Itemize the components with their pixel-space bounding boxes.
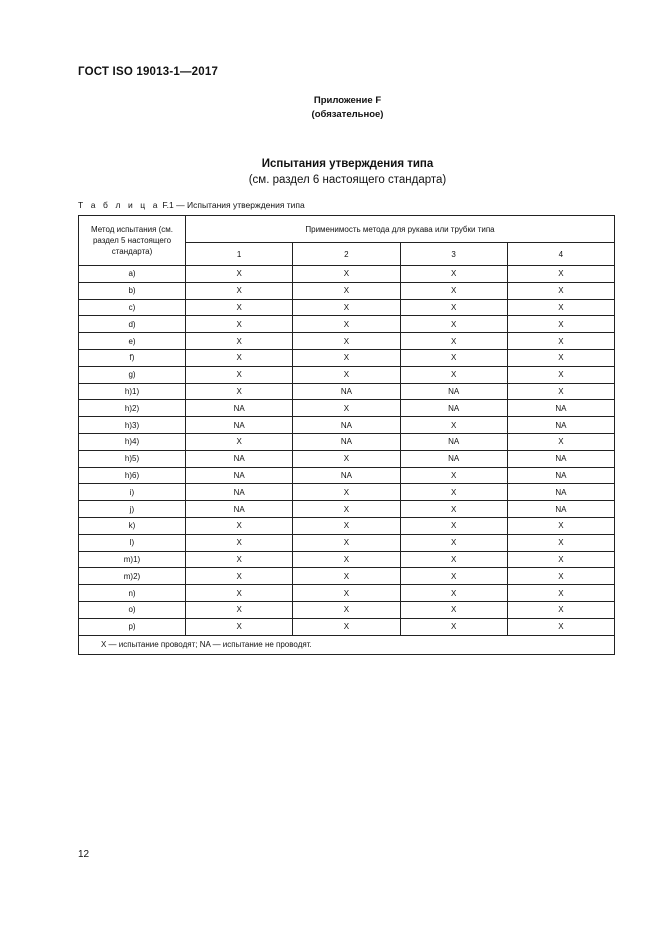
applicability-cell: X — [507, 433, 614, 450]
table-note: X — испытание проводят; NA — испытание не проводят. — [79, 635, 615, 654]
applicability-cell: NA — [400, 383, 507, 400]
caption-prefix: Т а б л и ц а — [78, 200, 161, 210]
method-cell: f) — [79, 349, 186, 366]
applicability-cell: X — [293, 266, 400, 283]
table-row — [79, 400, 615, 417]
applicability-cell: X — [507, 299, 614, 316]
applicability-cell: X — [293, 349, 400, 366]
method-cell: h)2) — [79, 400, 186, 417]
applicability-cell: X — [186, 366, 293, 383]
table-row — [79, 349, 615, 366]
applicability-cell: X — [186, 433, 293, 450]
applicability-cell: X — [293, 534, 400, 551]
method-cell: i) — [79, 484, 186, 501]
method-cell: h)5) — [79, 450, 186, 467]
method-cell: h)1) — [79, 383, 186, 400]
table-row — [79, 266, 615, 283]
applicability-cell: X — [400, 517, 507, 534]
table-row — [79, 417, 615, 434]
applicability-cell: NA — [507, 467, 614, 484]
table-row — [79, 501, 615, 518]
applicability-cell: NA — [186, 400, 293, 417]
applicability-cell: X — [507, 618, 614, 635]
applicability-cell: X — [507, 568, 614, 585]
method-cell: d) — [79, 316, 186, 333]
method-cell: m)1) — [79, 551, 186, 568]
table-row — [79, 585, 615, 602]
annex-label: Приложение F — [313, 95, 382, 106]
applicability-cell: X — [400, 568, 507, 585]
applicability-cell: X — [293, 400, 400, 417]
table-row — [79, 601, 615, 618]
applicability-cell: X — [400, 501, 507, 518]
method-cell: k) — [79, 517, 186, 534]
annex-heading — [0, 94, 661, 122]
applicability-cell: X — [507, 349, 614, 366]
method-cell: p) — [79, 618, 186, 635]
table-row — [79, 517, 615, 534]
method-column-header: Метод испытания (см. раздел 5 настоящего стандарта) — [79, 216, 186, 266]
applicability-cell: X — [293, 551, 400, 568]
type-header: 3 — [400, 243, 507, 266]
method-cell: b) — [79, 282, 186, 299]
applicability-cell: X — [186, 618, 293, 635]
applicability-cell: X — [400, 618, 507, 635]
table-row — [79, 383, 615, 400]
applicability-cell: X — [293, 601, 400, 618]
method-cell: c) — [79, 299, 186, 316]
applicability-cell: NA — [293, 433, 400, 450]
applicability-cell: X — [400, 551, 507, 568]
applicability-cell: X — [186, 299, 293, 316]
applicability-cell: X — [293, 568, 400, 585]
applicability-cell: X — [293, 299, 400, 316]
applicability-cell: X — [186, 517, 293, 534]
table-row — [79, 366, 615, 383]
applicability-cell: X — [186, 601, 293, 618]
applicability-cell: NA — [186, 417, 293, 434]
applicability-cell: X — [186, 282, 293, 299]
applicability-cell: NA — [293, 383, 400, 400]
applicability-cell: X — [400, 282, 507, 299]
applicability-cell: X — [400, 349, 507, 366]
applicability-cell: X — [293, 484, 400, 501]
annex-status: (обязательное) — [311, 109, 384, 120]
table-row — [79, 568, 615, 585]
applicability-cell: X — [507, 551, 614, 568]
applicability-cell: X — [186, 585, 293, 602]
type-header: 2 — [293, 243, 400, 266]
method-cell: l) — [79, 534, 186, 551]
caption-rest: F.1 — Испытания утверждения типа — [160, 200, 305, 210]
applicability-cell: NA — [400, 450, 507, 467]
table-caption — [78, 200, 305, 210]
title-sub: (см. раздел 6 настоящего стандарта) — [248, 174, 447, 186]
applicability-cell: NA — [186, 467, 293, 484]
applicability-cell: X — [293, 585, 400, 602]
table-row — [79, 551, 615, 568]
applicability-cell: X — [400, 601, 507, 618]
applicability-cell: X — [293, 366, 400, 383]
table-row — [79, 467, 615, 484]
method-cell: h)6) — [79, 467, 186, 484]
applicability-cell: X — [400, 316, 507, 333]
applicability-cell: X — [507, 266, 614, 283]
document-id: ГОСТ ISO 19013-1—2017 — [78, 66, 219, 78]
applicability-cell: NA — [186, 501, 293, 518]
applicability-cell: X — [186, 534, 293, 551]
applicability-cell: NA — [507, 417, 614, 434]
table-row — [79, 450, 615, 467]
applicability-cell: X — [400, 417, 507, 434]
applicability-cell: X — [293, 517, 400, 534]
method-cell: o) — [79, 601, 186, 618]
table-row — [79, 282, 615, 299]
method-cell: h)4) — [79, 433, 186, 450]
method-cell: g) — [79, 366, 186, 383]
applicability-cell: X — [400, 484, 507, 501]
table-row — [79, 534, 615, 551]
applicability-cell: NA — [400, 400, 507, 417]
title-main: Испытания утверждения типа — [261, 158, 434, 170]
applicability-header: Применимость метода для рукава или трубки типа — [186, 216, 615, 243]
method-cell: a) — [79, 266, 186, 283]
table-row — [79, 333, 615, 350]
applicability-cell: NA — [186, 484, 293, 501]
method-cell: m)2) — [79, 568, 186, 585]
applicability-cell: X — [293, 282, 400, 299]
applicability-cell: X — [400, 534, 507, 551]
applicability-cell: X — [186, 349, 293, 366]
applicability-cell: X — [507, 517, 614, 534]
applicability-cell: X — [507, 316, 614, 333]
applicability-cell: X — [400, 299, 507, 316]
applicability-cell: NA — [400, 433, 507, 450]
applicability-cell: X — [400, 266, 507, 283]
type-header: 1 — [186, 243, 293, 266]
method-cell: n) — [79, 585, 186, 602]
applicability-cell: X — [186, 316, 293, 333]
applicability-cell: X — [400, 333, 507, 350]
table-row — [79, 618, 615, 635]
applicability-cell: X — [186, 551, 293, 568]
applicability-cell: X — [293, 316, 400, 333]
applicability-cell: X — [507, 366, 614, 383]
applicability-cell: X — [186, 568, 293, 585]
page-number: 12 — [78, 849, 90, 860]
applicability-cell: X — [507, 534, 614, 551]
applicability-cell: X — [293, 618, 400, 635]
applicability-cell: X — [507, 282, 614, 299]
applicability-cell: NA — [507, 400, 614, 417]
applicability-cell: X — [400, 366, 507, 383]
applicability-cell: NA — [293, 417, 400, 434]
table-row — [79, 316, 615, 333]
applicability-cell: X — [293, 333, 400, 350]
applicability-cell: X — [293, 501, 400, 518]
table-row — [79, 299, 615, 316]
method-cell: e) — [79, 333, 186, 350]
applicability-cell: X — [507, 585, 614, 602]
applicability-cell: NA — [507, 484, 614, 501]
applicability-cell: X — [186, 333, 293, 350]
table-row — [79, 433, 615, 450]
applicability-cell: NA — [507, 450, 614, 467]
type-header: 4 — [507, 243, 614, 266]
applicability-cell: X — [507, 333, 614, 350]
applicability-cell: X — [507, 383, 614, 400]
approval-tests-table — [78, 215, 615, 655]
table-body — [79, 266, 615, 636]
table-row — [79, 484, 615, 501]
applicability-cell: X — [186, 266, 293, 283]
method-cell: j) — [79, 501, 186, 518]
applicability-cell: NA — [507, 501, 614, 518]
applicability-cell: NA — [293, 467, 400, 484]
method-cell: h)3) — [79, 417, 186, 434]
applicability-cell: X — [400, 585, 507, 602]
annex-title — [0, 156, 661, 188]
applicability-cell: X — [186, 383, 293, 400]
applicability-cell: NA — [186, 450, 293, 467]
applicability-cell: X — [400, 467, 507, 484]
applicability-cell: X — [507, 601, 614, 618]
applicability-cell: X — [293, 450, 400, 467]
